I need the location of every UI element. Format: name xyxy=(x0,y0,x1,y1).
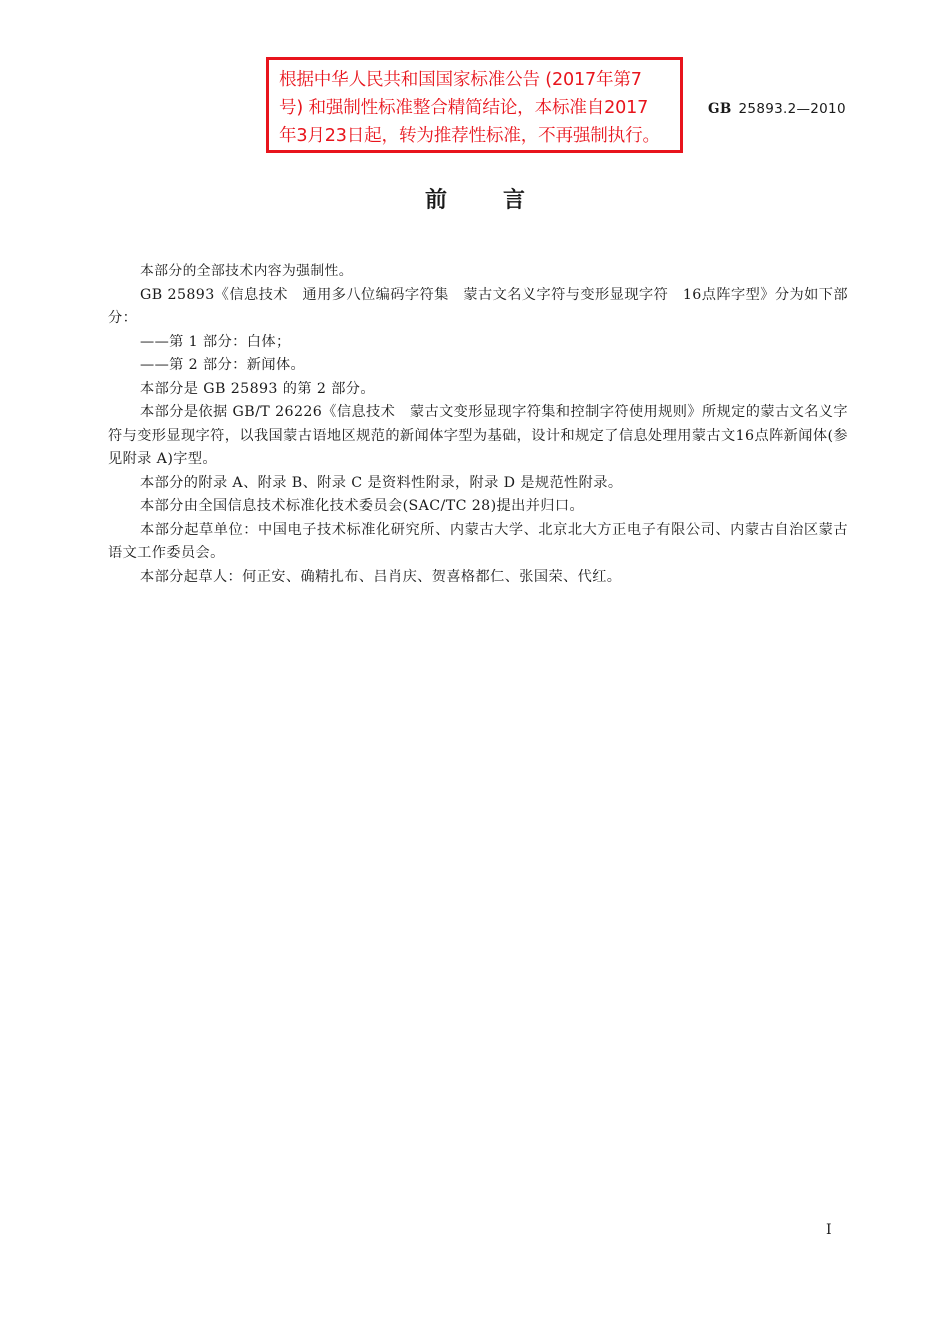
standard-prefix: GB xyxy=(708,101,732,117)
page-title: 前言 xyxy=(424,188,581,213)
paragraph-drafting-units: 本部分起草单位：中国电子技术标准化研究所、内蒙古大学、北京北大方正电子有限公司、内蒙古自治区蒙古语文工作委员会。 xyxy=(108,521,848,561)
notice-line-1: 根据中华人民共和国国家标准公告 (2017年第7 xyxy=(279,70,642,90)
paragraph-parts-intro: GB 25893《信息技术 通用多八位编码字符集 蒙古文名义字符与变形显现字符 16点阵字型》分为如下部分： xyxy=(108,286,848,326)
notice-stamp-box xyxy=(266,57,683,153)
list-item-part-2: ——第 2 部分：新闻体。 xyxy=(140,357,306,373)
paragraph-drafters: 本部分起草人：何正安、确精扎布、吕肖庆、贺喜格都仁、张国荣、代红。 xyxy=(140,568,622,585)
paragraph-basis: 本部分是依据 GB/T 26226《信息技术 蒙古文变形显现字符集和控制字符使用规则》所规定的蒙古文名义字符与变形显现字符，以我国蒙古语地区规范的新闻体字型为基础，设计和规定了信息处理用蒙古文16点阵新闻体(参见附录 A)字型。 xyxy=(108,404,848,467)
notice-line-2: 号) 和强制性标准整合精简结论，本标准自2017 xyxy=(279,98,649,118)
paragraph-part-number: 本部分是 GB 25893 的第 2 部分。 xyxy=(140,380,375,397)
paragraph-mandatory: 本部分的全部技术内容为强制性。 xyxy=(140,263,353,279)
notice-line-3: 年3月23日起，转为推荐性标准，不再强制执行。 xyxy=(279,126,660,146)
paragraph-committee: 本部分由全国信息技术标准化技术委员会(SAC/TC 28)提出并归口。 xyxy=(140,498,585,514)
standard-number: 25893.2—2010 xyxy=(738,101,846,117)
paragraph-annexes: 本部分的附录 A、附录 B、附录 C 是资料性附录，附录 D 是规范性附录。 xyxy=(140,474,623,491)
list-item-part-1: ——第 1 部分：白体； xyxy=(140,333,291,350)
foreword-body xyxy=(108,260,848,589)
page-number: I xyxy=(826,1222,832,1238)
standard-code xyxy=(708,101,846,117)
